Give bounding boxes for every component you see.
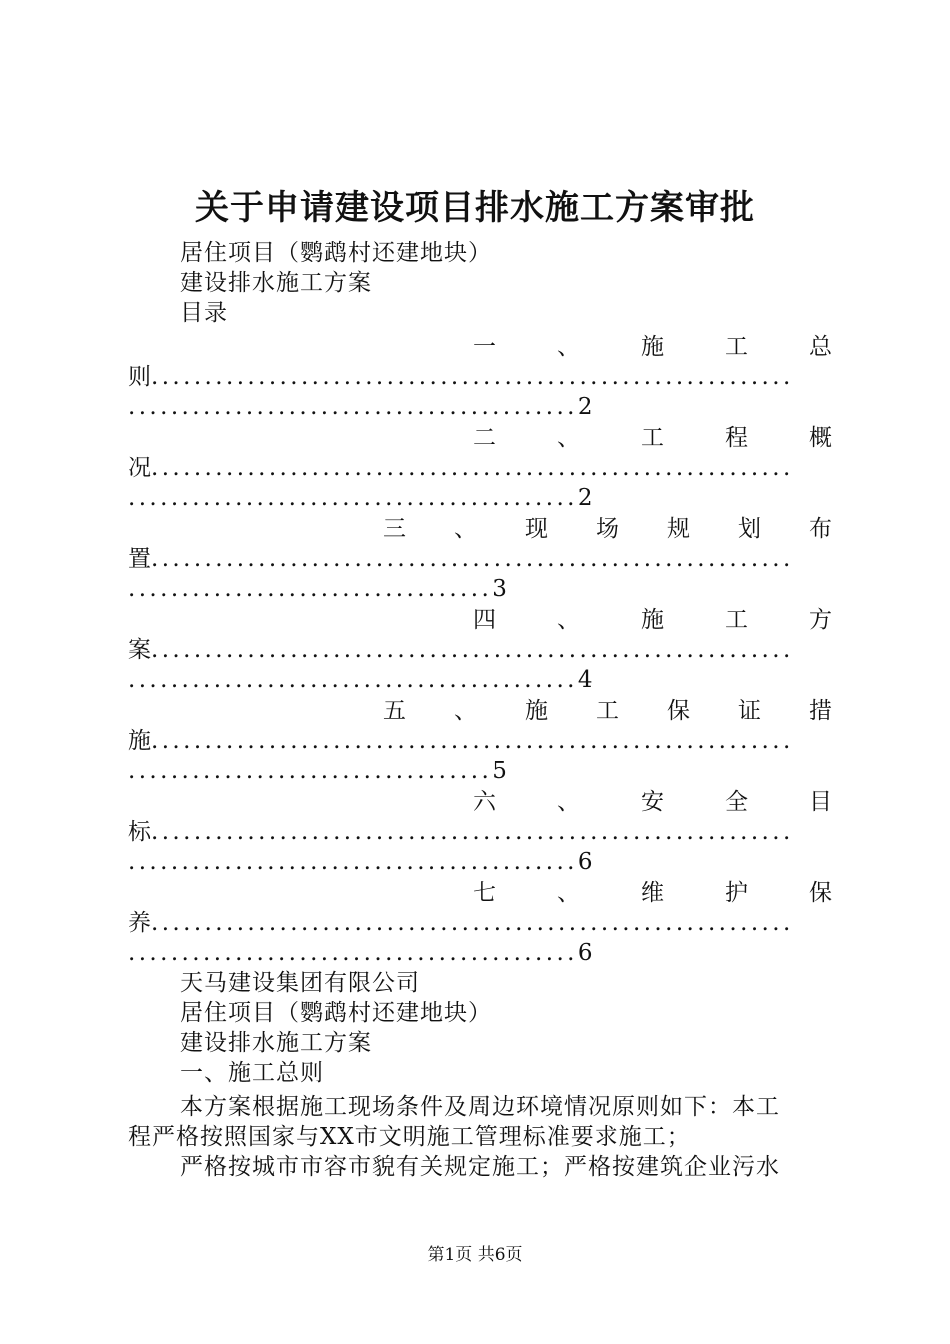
toc-heading-last-char: 施 [128,728,151,754]
toc-heading-char: 七 [473,880,496,906]
toc-heading-char: 工 [641,425,664,451]
toc-entry-heading [0,605,950,635]
company-name-line: 天马建设集团有限公司 [180,970,420,996]
dot-leader: ............................................................ [151,546,794,572]
paragraph-1-line-2: 程严格按照国家与XX市文明施工管理标准要求施工； [128,1124,691,1150]
toc-entry-dot-leader [128,817,832,847]
toc-entry-page-line [128,483,593,513]
toc-heading-char: 措 [809,698,832,724]
toc-entry-dot-leader [128,544,832,574]
dot-leader: ............................................................ [151,910,794,936]
page-footer: 第1页 共6页 [427,1245,523,1265]
toc-heading-char: 、 [454,698,477,724]
toc-heading-last-char: 案 [128,637,151,663]
toc-entry-heading [0,696,950,726]
toc-heading-char: 证 [738,698,761,724]
dot-leader: .................................. [128,576,493,602]
toc-entry-page-line [128,938,593,968]
project-name-line: 居住项目（鹦鹉村还建地块） [180,240,492,266]
toc-entry-page-line [128,847,593,877]
toc-entry-heading [0,514,950,544]
dot-leader: ............................................................ [151,455,794,481]
toc-entry-dot-leader [128,726,832,756]
toc-heading-char: 六 [473,789,496,815]
plan-name-line-2: 建设排水施工方案 [180,1030,372,1056]
dot-leader: .......................................... [128,940,578,966]
toc-heading-char: 划 [738,516,761,542]
toc-heading-char: 施 [525,698,548,724]
toc-heading-last-char: 则 [128,364,151,390]
toc-entry-dot-leader [128,453,832,483]
toc-heading-char: 安 [641,789,664,815]
toc-heading-char: 总 [809,334,832,360]
toc-heading-last-char: 养 [128,910,151,936]
toc-heading-char: 、 [557,334,580,360]
toc-heading-last-char: 标 [128,819,151,845]
plan-name-line: 建设排水施工方案 [180,270,372,296]
toc-page-number: 6 [577,940,593,966]
dot-leader: ............................................................ [151,819,794,845]
toc-heading-char: 布 [809,516,832,542]
toc-heading-char: 保 [667,698,690,724]
toc-entry-page-line [128,392,593,422]
toc-heading-char: 、 [557,789,580,815]
dot-leader: .......................................... [128,849,578,875]
dot-leader: .......................................... [128,667,578,693]
toc-heading-char: 、 [454,516,477,542]
toc-heading-char: 工 [725,334,748,360]
toc-entry-heading [0,423,950,453]
dot-leader: .......................................... [128,485,578,511]
toc-heading-char: 四 [473,607,496,633]
toc-page-number: 2 [577,394,593,420]
toc-heading-char: 工 [596,698,619,724]
toc-entry-heading [0,787,950,817]
dot-leader: ............................................................ [151,728,794,754]
toc-heading-char: 方 [809,607,832,633]
toc-page-number: 4 [577,667,593,693]
toc-heading: 目录 [180,300,228,326]
toc-heading-char: 、 [557,880,580,906]
toc-heading-char: 五 [383,698,406,724]
toc-heading-char: 规 [667,516,690,542]
toc-heading-char: 概 [809,425,832,451]
dot-leader: .......................................... [128,394,578,420]
toc-heading-char: 护 [725,880,748,906]
paragraph-2-line-1: 严格按城市市容市貌有关规定施工；严格按建筑企业污水 [156,1154,780,1180]
toc-heading-char: 场 [596,516,619,542]
toc-heading-char: 工 [725,607,748,633]
dot-leader: ............................................................ [151,364,794,390]
toc-entry-dot-leader [128,908,832,938]
dot-leader: .................................. [128,758,493,784]
toc-heading-char: 保 [809,880,832,906]
document-title: 关于申请建设项目排水施工方案审批 [195,188,755,228]
toc-heading-char: 施 [641,607,664,633]
toc-heading-char: 现 [525,516,548,542]
toc-heading-char: 三 [383,516,406,542]
toc-page-number: 2 [577,485,593,511]
toc-entry-dot-leader [128,362,832,392]
toc-heading-last-char: 置 [128,546,151,572]
toc-page-number: 6 [577,849,593,875]
toc-heading-last-char: 况 [128,455,151,481]
toc-entry-heading [0,878,950,908]
toc-entry-page-line [128,756,507,786]
toc-heading-char: 一 [473,334,496,360]
toc-page-number: 5 [492,758,507,784]
toc-heading-char: 施 [641,334,664,360]
toc-heading-char: 全 [725,789,748,815]
toc-heading-char: 、 [557,607,580,633]
dot-leader: ............................................................ [151,637,794,663]
toc-entry-page-line [128,574,507,604]
paragraph-1-line-1: 本方案根据施工现场条件及周边环境情况原则如下：本工 [156,1094,780,1120]
project-name-line-2: 居住项目（鹦鹉村还建地块） [180,1000,492,1026]
section-heading-1: 一、施工总则 [180,1060,324,1086]
toc-heading-char: 、 [557,425,580,451]
toc-page-number: 3 [492,576,507,602]
toc-heading-char: 程 [725,425,748,451]
toc-entry-heading [0,332,950,362]
toc-heading-char: 目 [809,789,832,815]
toc-heading-char: 维 [641,880,664,906]
toc-heading-char: 二 [473,425,496,451]
toc-entry-page-line [128,665,593,695]
toc-entry-dot-leader [128,635,832,665]
